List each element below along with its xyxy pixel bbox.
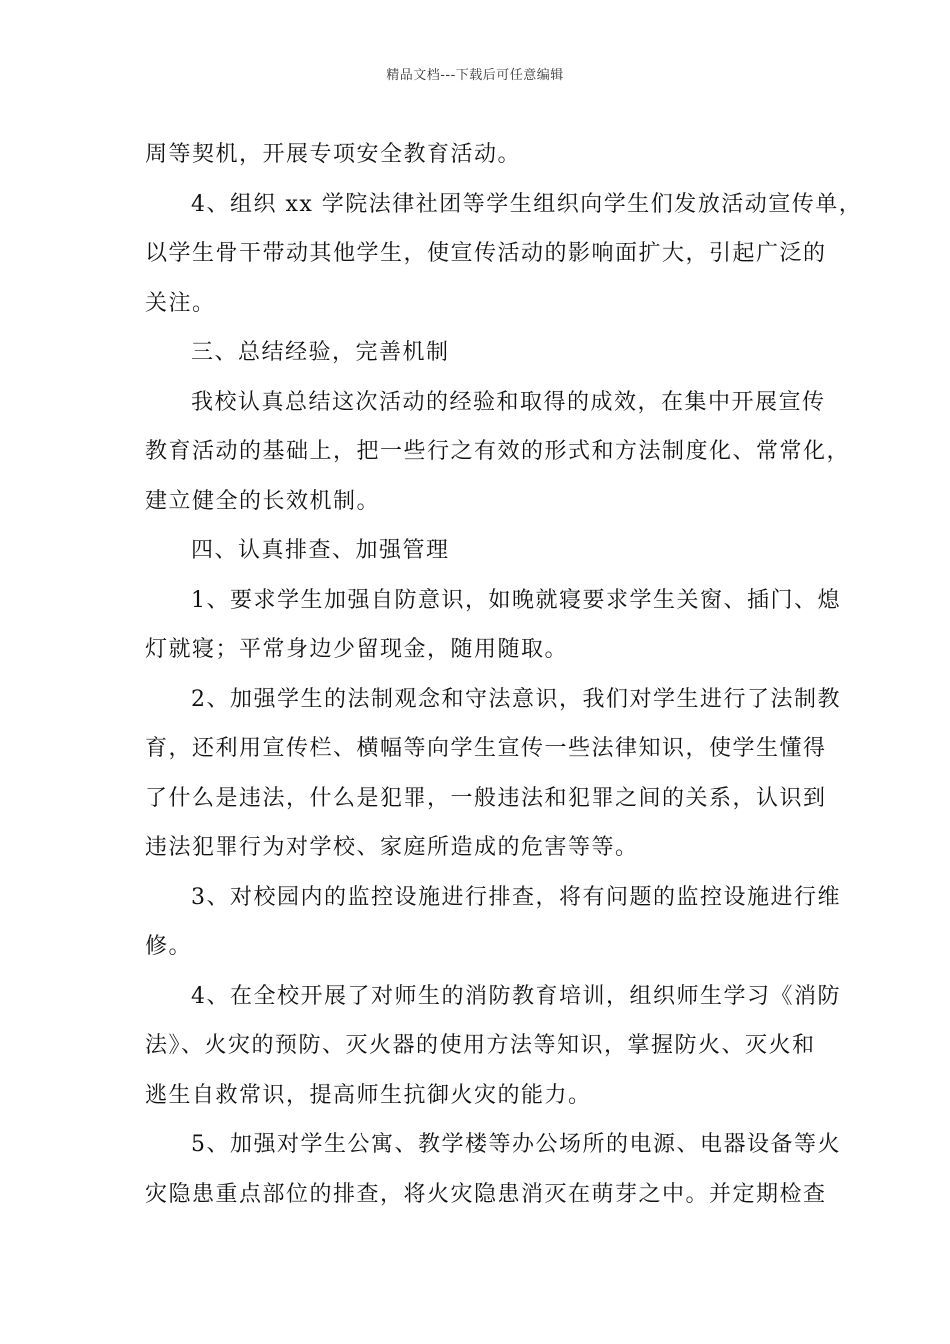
text-line: 违法犯罪行为对学校、家庭所造成的危害等等。 bbox=[145, 835, 639, 860]
document-body bbox=[145, 130, 863, 1219]
text-line: 灯就寝；平常身边少留现金，随用随取。 bbox=[145, 637, 569, 662]
text-line: 了什么是违法，什么是犯罪，一般违法和犯罪之间的关系，认识到 bbox=[145, 785, 827, 811]
text-line: 4、组织 xx 学院法律社团等学生组织向学生们发放活动宣传单， bbox=[191, 191, 863, 217]
text-line: 灾隐患重点部位的排查，将火灾隐患消灭在萌芽之中。并定期检查 bbox=[145, 1181, 827, 1207]
section-heading: 三、总结经验，完善机制 bbox=[191, 340, 450, 365]
text-line: 3、对校园内的监控设施进行排查，将有问题的监控设施进行维 bbox=[191, 884, 841, 910]
text-line: 教育活动的基础上，把一些行之有效的形式和方法制度化、常常化， bbox=[145, 439, 851, 464]
text-line: 关注。 bbox=[145, 290, 216, 316]
text-line: 5、加强对学生公寓、教学楼等办公场所的电源、电器设备等火 bbox=[191, 1132, 841, 1157]
text-line: 修。 bbox=[145, 934, 193, 959]
text-line: 法》、火灾的预防、灭火器的使用方法等知识，掌握防火、灭火和 bbox=[145, 1033, 816, 1058]
text-line: 周等契机，开展专项安全教育活动。 bbox=[145, 142, 522, 167]
text-line: 我校认真总结这次活动的经验和取得的成效，在集中开展宣传 bbox=[191, 389, 826, 415]
page-header: 精品文档---下载后可任意编辑 bbox=[386, 68, 564, 83]
text-line: 逃生自救常识，提高师生抗御火灾的能力。 bbox=[145, 1082, 592, 1108]
text-line: 1、要求学生加强自防意识，如晚就寝要求学生关窗、插门、熄 bbox=[191, 587, 841, 613]
text-line: 育，还利用宣传栏、横幅等向学生宣传一些法律知识，使学生懂得 bbox=[145, 736, 827, 761]
text-line: 建立健全的长效机制。 bbox=[145, 488, 381, 514]
text-line: 以学生骨干带动其他学生，使宣传活动的影响面扩大，引起广泛的 bbox=[145, 241, 827, 266]
text-line: 4、在全校开展了对师生的消防教育培训，组织师生学习《消防 bbox=[191, 983, 841, 1009]
section-heading: 四、认真排查、加强管理 bbox=[191, 538, 450, 563]
text-line: 2、加强学生的法制观念和守法意识，我们对学生进行了法制教 bbox=[191, 686, 841, 712]
